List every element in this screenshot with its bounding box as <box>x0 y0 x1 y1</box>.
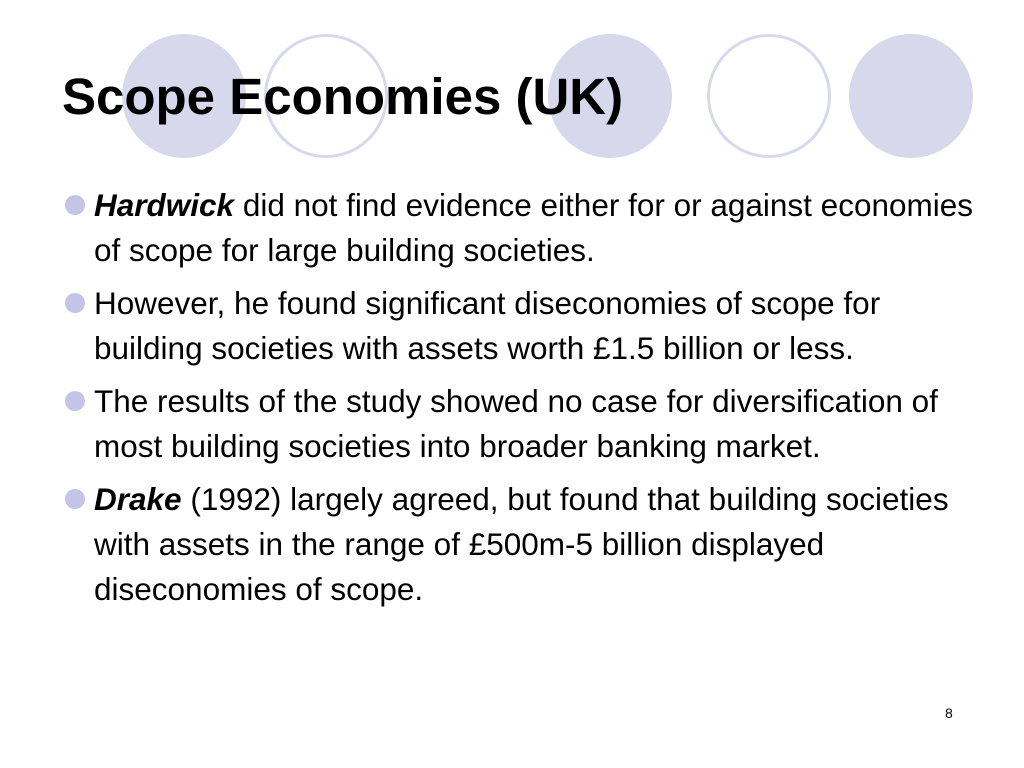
bullet-dot-icon <box>65 391 85 411</box>
slide-title: Scope Economies (UK) <box>62 68 624 125</box>
bullet-dot-icon <box>65 195 85 215</box>
bullet-item <box>60 379 980 469</box>
bullet-item <box>60 281 980 371</box>
bullet-item <box>60 183 980 273</box>
bullet-text: did not find evidence either for or against economies of scope for large building societies. <box>94 187 974 268</box>
bullet-lead: Hardwick <box>94 187 235 223</box>
bullet-item <box>60 477 980 612</box>
bullet-text: However, he found significant diseconomies of scope for building societies with assets worth £1.5 billion or less. <box>94 285 881 366</box>
bullet-text: (1992) largely agreed, but found that building societies with assets in the range of £500m-5 billion displayed diseconomies of scope. <box>94 481 949 607</box>
decor-ring-2 <box>707 34 831 158</box>
bullet-lead: Drake <box>94 481 182 517</box>
bullet-text: The results of the study showed no case for diversification of most building societies into broader banking market. <box>94 383 938 464</box>
page-number: 8 <box>945 705 953 721</box>
decor-circle-3 <box>849 34 973 158</box>
bullet-dot-icon <box>65 293 85 313</box>
bullet-dot-icon <box>65 489 85 509</box>
bullet-list <box>60 183 980 620</box>
